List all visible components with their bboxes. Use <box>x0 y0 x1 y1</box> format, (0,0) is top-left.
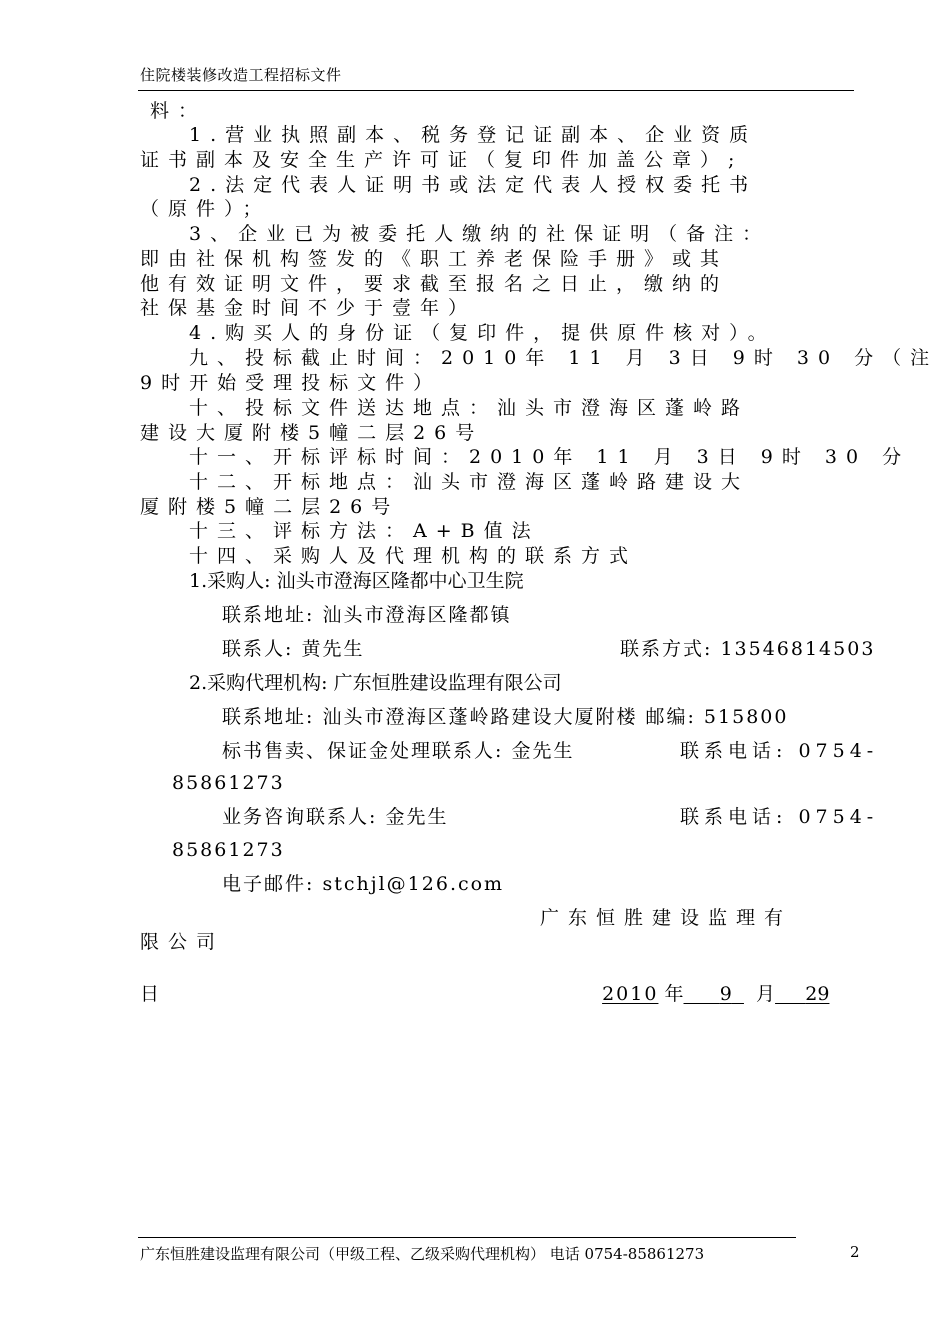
agency-title: 2.采购代理机构: 广东恒胜建设监理有限公司 <box>189 672 562 694</box>
body-line-14: 十一、开标评标时间：2010年 11 月 3日 9时 30 分 <box>189 446 911 468</box>
agency-sales-phone: 联系电话: 0754- <box>680 740 879 762</box>
body-line-17: 十三、评标方法：A+B值法 <box>189 520 540 542</box>
date-month: 9 <box>719 983 732 1005</box>
body-line-5: 3、企业已为被委托人缴纳的社保证明（备注： <box>189 223 771 245</box>
body-line-6: 即由社保机构签发的《职工养老保险手册》或其 <box>140 248 729 270</box>
body-line-9: 4.购买人的身份证（复印件，提供原件核对）。 <box>189 322 776 344</box>
footer-text: 广东恒胜建设监理有限公司（甲级工程、乙级采购代理机构） 电话 0754-85861273 <box>140 1245 705 1263</box>
date-day: 29 <box>805 983 830 1005</box>
signature-company-b: 限公司 <box>140 931 225 953</box>
date-month-label: 月 <box>756 983 776 1005</box>
body-line-7: 他有效证明文件，要求截至报名之日止，缴纳的 <box>140 273 729 295</box>
body-line-1: 1.营业执照副本、税务登记证副本、企业资质 <box>189 124 758 146</box>
signature-company-a: 广东恒胜建设监理有 <box>540 907 793 929</box>
agency-sales-contact: 标书售卖、保证金处理联系人: 金先生 <box>222 740 575 762</box>
page-number: 2 <box>850 1243 860 1261</box>
agency-email: 电子邮件: stchjl@126.com <box>222 873 505 895</box>
body-line-0: 料： <box>150 100 207 122</box>
body-line-18: 十四、采购人及代理机构的联系方式 <box>189 545 638 567</box>
agency-biz-phone-cont: 85861273 <box>172 839 285 861</box>
agency-sales-phone-cont: 85861273 <box>172 772 285 794</box>
body-line-2: 证书副本及安全生产许可证（复印件加盖公章）; <box>140 149 744 171</box>
date-year: 2010 <box>602 983 659 1005</box>
body-line-8: 社保基金时间不少于壹年） <box>140 297 477 319</box>
purchaser-phone: 联系方式: 13546814503 <box>620 638 876 660</box>
body-line-12: 十、投标文件送达地点：汕头市澄海区蓬岭路 <box>189 397 750 419</box>
body-line-11: 9时开始受理投标文件） <box>140 372 442 394</box>
body-line-4: （原件）； <box>140 198 271 220</box>
body-line-15: 十二、开标地点：汕头市澄海区蓬岭路建设大 <box>189 471 750 493</box>
purchaser-address: 联系地址: 汕头市澄海区隆都镇 <box>222 604 512 626</box>
agency-biz-contact: 业务咨询联系人: 金先生 <box>222 806 449 828</box>
date-year-label: 年 <box>664 983 684 1005</box>
agency-address: 联系地址: 汕头市澄海区蓬岭路建设大厦附楼 邮编: 515800 <box>222 706 789 728</box>
purchaser-title: 1.采购人: 汕头市澄海区隆都中心卫生院 <box>189 570 524 592</box>
page-header-title: 住院楼装修改造工程招标文件 <box>140 66 342 84</box>
header-divider <box>138 90 854 91</box>
date-day-label: 日 <box>140 983 160 1005</box>
agency-biz-phone: 联系电话: 0754- <box>680 806 879 828</box>
body-line-10: 九、投标截止时间：2010年 11 月 3日 9时 30 分（注 <box>189 347 939 369</box>
purchaser-contact: 联系人: 黄先生 <box>222 638 365 660</box>
body-line-16: 厦附楼5幢二层26号 <box>140 496 400 518</box>
body-line-13: 建设大厦附楼5幢二层26号 <box>140 422 484 444</box>
body-line-3: 2.法定代表人证明书或法定代表人授权委托书 <box>189 174 758 196</box>
footer-divider <box>138 1237 796 1238</box>
